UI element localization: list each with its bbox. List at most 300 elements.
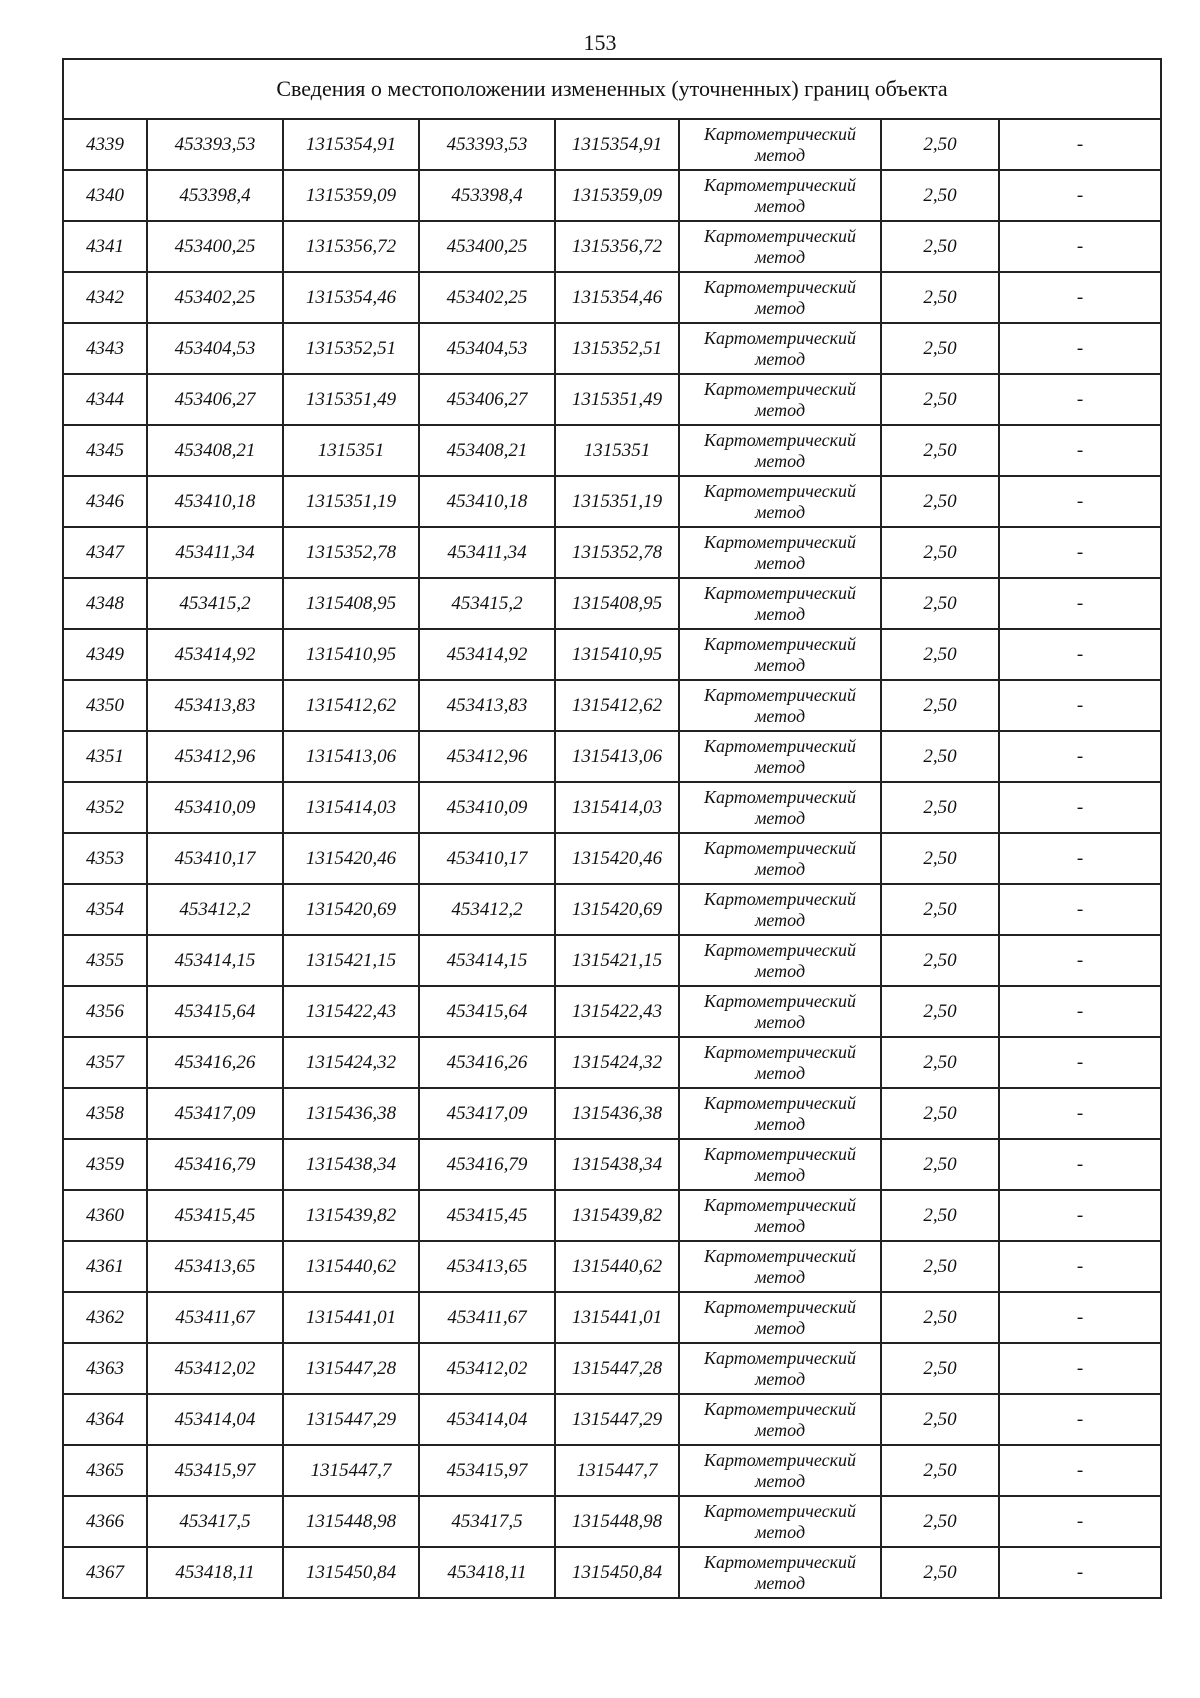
method-line-1: Картометрический: [703, 1194, 856, 1215]
refined-y-cell: 1315420,46: [555, 833, 679, 884]
refined-y-cell: 1315422,43: [555, 986, 679, 1037]
method-line-1: Картометрический: [703, 1398, 856, 1419]
method-cell: [679, 527, 881, 578]
method-cell: [679, 170, 881, 221]
point-number-cell: 4356: [63, 986, 147, 1037]
table-row: [63, 323, 1161, 374]
refined-y-cell: 1315421,15: [555, 935, 679, 986]
table-body: [63, 59, 1161, 1598]
method-cell: [679, 1037, 881, 1088]
refined-y-cell: 1315351: [555, 425, 679, 476]
point-number-cell: 4341: [63, 221, 147, 272]
table-row: [63, 1037, 1161, 1088]
existing-x-cell: 453412,96: [147, 731, 283, 782]
method-line-1: Картометрический: [703, 582, 856, 603]
method-line-1: Картометрический: [703, 1296, 856, 1317]
method-cell: [679, 272, 881, 323]
point-number-cell: 4359: [63, 1139, 147, 1190]
refined-y-cell: 1315354,46: [555, 272, 679, 323]
method-cell: [679, 119, 881, 170]
existing-x-cell: 453418,11: [147, 1547, 283, 1598]
accuracy-cell: 2,50: [881, 1139, 999, 1190]
accuracy-cell: 2,50: [881, 1190, 999, 1241]
table-row: [63, 1292, 1161, 1343]
existing-y-cell: 1315412,62: [283, 680, 419, 731]
accuracy-cell: 2,50: [881, 527, 999, 578]
method-line-1: Картометрический: [703, 531, 856, 552]
existing-y-cell: 1315351,49: [283, 374, 419, 425]
existing-y-cell: 1315410,95: [283, 629, 419, 680]
point-number-cell: 4360: [63, 1190, 147, 1241]
refined-y-cell: 1315441,01: [555, 1292, 679, 1343]
existing-y-cell: 1315447,29: [283, 1394, 419, 1445]
refined-x-cell: 453418,11: [419, 1547, 555, 1598]
existing-x-cell: 453415,64: [147, 986, 283, 1037]
refined-y-cell: 1315414,03: [555, 782, 679, 833]
method-line-1: Картометрический: [703, 1347, 856, 1368]
refined-y-cell: 1315351,19: [555, 476, 679, 527]
method-line-1: Картометрический: [703, 276, 856, 297]
refined-x-cell: 453412,2: [419, 884, 555, 935]
method-cell: [679, 1394, 881, 1445]
method-line-1: Картометрический: [703, 1143, 856, 1164]
refined-y-cell: 1315450,84: [555, 1547, 679, 1598]
refined-x-cell: 453398,4: [419, 170, 555, 221]
existing-x-cell: 453400,25: [147, 221, 283, 272]
point-number-cell: 4350: [63, 680, 147, 731]
refined-y-cell: 1315436,38: [555, 1088, 679, 1139]
method-line-2: метод: [754, 246, 806, 267]
existing-y-cell: 1315413,06: [283, 731, 419, 782]
description-cell: -: [999, 935, 1161, 986]
method-line-2: метод: [754, 1062, 806, 1083]
description-cell: -: [999, 833, 1161, 884]
method-line-1: Картометрический: [703, 1245, 856, 1266]
accuracy-cell: 2,50: [881, 1241, 999, 1292]
refined-x-cell: 453415,97: [419, 1445, 555, 1496]
existing-x-cell: 453411,67: [147, 1292, 283, 1343]
existing-x-cell: 453414,04: [147, 1394, 283, 1445]
description-cell: -: [999, 578, 1161, 629]
method-line-1: Картометрический: [703, 684, 856, 705]
existing-x-cell: 453410,17: [147, 833, 283, 884]
existing-y-cell: 1315424,32: [283, 1037, 419, 1088]
existing-y-cell: 1315440,62: [283, 1241, 419, 1292]
refined-x-cell: 453410,18: [419, 476, 555, 527]
table-row: [63, 833, 1161, 884]
method-line-1: Картометрический: [703, 327, 856, 348]
accuracy-cell: 2,50: [881, 884, 999, 935]
method-line-1: Картометрический: [703, 633, 856, 654]
description-cell: -: [999, 731, 1161, 782]
point-number-cell: 4362: [63, 1292, 147, 1343]
point-number-cell: 4344: [63, 374, 147, 425]
table-row: [63, 527, 1161, 578]
refined-y-cell: 1315354,91: [555, 119, 679, 170]
description-cell: -: [999, 884, 1161, 935]
table-row: [63, 935, 1161, 986]
refined-x-cell: 453400,25: [419, 221, 555, 272]
existing-x-cell: 453414,15: [147, 935, 283, 986]
description-cell: -: [999, 629, 1161, 680]
refined-x-cell: 453406,27: [419, 374, 555, 425]
table-row: [63, 1190, 1161, 1241]
existing-x-cell: 453415,97: [147, 1445, 283, 1496]
method-line-2: метод: [754, 1317, 806, 1338]
existing-x-cell: 453411,34: [147, 527, 283, 578]
existing-x-cell: 453416,26: [147, 1037, 283, 1088]
method-line-2: метод: [754, 1011, 806, 1032]
method-line-1: Картометрический: [703, 1500, 856, 1521]
refined-x-cell: 453411,67: [419, 1292, 555, 1343]
method-cell: [679, 629, 881, 680]
accuracy-cell: 2,50: [881, 986, 999, 1037]
refined-x-cell: 453417,09: [419, 1088, 555, 1139]
existing-x-cell: 453417,5: [147, 1496, 283, 1547]
refined-x-cell: 453417,5: [419, 1496, 555, 1547]
refined-y-cell: 1315352,78: [555, 527, 679, 578]
point-number-cell: 4357: [63, 1037, 147, 1088]
method-line-2: метод: [754, 144, 806, 165]
refined-x-cell: 453415,64: [419, 986, 555, 1037]
method-line-1: Картометрический: [703, 225, 856, 246]
point-number-cell: 4349: [63, 629, 147, 680]
refined-x-cell: 453408,21: [419, 425, 555, 476]
refined-x-cell: 453411,34: [419, 527, 555, 578]
existing-y-cell: 1315354,91: [283, 119, 419, 170]
method-line-2: метод: [754, 297, 806, 318]
refined-x-cell: 453404,53: [419, 323, 555, 374]
existing-y-cell: 1315439,82: [283, 1190, 419, 1241]
accuracy-cell: 2,50: [881, 1496, 999, 1547]
method-line-1: Картометрический: [703, 174, 856, 195]
method-line-2: метод: [754, 858, 806, 879]
table-title: Сведения о местоположении измененных (уточненных) границ объекта: [63, 59, 1161, 119]
point-number-cell: 4366: [63, 1496, 147, 1547]
point-number-cell: 4365: [63, 1445, 147, 1496]
existing-x-cell: 453412,2: [147, 884, 283, 935]
table-row: [63, 680, 1161, 731]
description-cell: -: [999, 170, 1161, 221]
accuracy-cell: 2,50: [881, 119, 999, 170]
existing-x-cell: 453413,83: [147, 680, 283, 731]
method-line-2: метод: [754, 1113, 806, 1134]
accuracy-cell: 2,50: [881, 1088, 999, 1139]
table-row: [63, 374, 1161, 425]
method-cell: [679, 1547, 881, 1598]
description-cell: -: [999, 1139, 1161, 1190]
refined-x-cell: 453416,79: [419, 1139, 555, 1190]
point-number-cell: 4343: [63, 323, 147, 374]
accuracy-cell: 2,50: [881, 1292, 999, 1343]
point-number-cell: 4355: [63, 935, 147, 986]
refined-y-cell: 1315424,32: [555, 1037, 679, 1088]
accuracy-cell: 2,50: [881, 782, 999, 833]
refined-y-cell: 1315447,7: [555, 1445, 679, 1496]
existing-x-cell: 453408,21: [147, 425, 283, 476]
table-row: [63, 782, 1161, 833]
table-row: [63, 1547, 1161, 1598]
method-cell: [679, 782, 881, 833]
existing-y-cell: 1315351: [283, 425, 419, 476]
method-line-2: метод: [754, 1521, 806, 1542]
refined-x-cell: 453402,25: [419, 272, 555, 323]
refined-y-cell: 1315412,62: [555, 680, 679, 731]
existing-y-cell: 1315352,51: [283, 323, 419, 374]
table-row: [63, 1394, 1161, 1445]
table-row: [63, 1445, 1161, 1496]
method-cell: [679, 425, 881, 476]
method-line-1: Картометрический: [703, 429, 856, 450]
method-cell: [679, 731, 881, 782]
existing-x-cell: 453412,02: [147, 1343, 283, 1394]
method-line-1: Картометрический: [703, 939, 856, 960]
refined-x-cell: 453410,09: [419, 782, 555, 833]
method-line-2: метод: [754, 1164, 806, 1185]
accuracy-cell: 2,50: [881, 272, 999, 323]
accuracy-cell: 2,50: [881, 935, 999, 986]
method-line-2: метод: [754, 1215, 806, 1236]
accuracy-cell: 2,50: [881, 833, 999, 884]
existing-y-cell: 1315447,7: [283, 1445, 419, 1496]
method-cell: [679, 680, 881, 731]
method-line-2: метод: [754, 1266, 806, 1287]
accuracy-cell: 2,50: [881, 1547, 999, 1598]
method-line-2: метод: [754, 960, 806, 981]
existing-y-cell: 1315359,09: [283, 170, 419, 221]
coordinates-table: [62, 58, 1162, 1599]
existing-x-cell: 453413,65: [147, 1241, 283, 1292]
description-cell: -: [999, 323, 1161, 374]
point-number-cell: 4351: [63, 731, 147, 782]
method-cell: [679, 221, 881, 272]
method-cell: [679, 476, 881, 527]
method-cell: [679, 1343, 881, 1394]
existing-y-cell: 1315414,03: [283, 782, 419, 833]
table-row: [63, 272, 1161, 323]
description-cell: -: [999, 782, 1161, 833]
description-cell: -: [999, 272, 1161, 323]
refined-y-cell: 1315447,28: [555, 1343, 679, 1394]
table-row: [63, 221, 1161, 272]
point-number-cell: 4353: [63, 833, 147, 884]
method-cell: [679, 1139, 881, 1190]
point-number-cell: 4339: [63, 119, 147, 170]
refined-y-cell: 1315408,95: [555, 578, 679, 629]
refined-y-cell: 1315359,09: [555, 170, 679, 221]
description-cell: -: [999, 1343, 1161, 1394]
method-line-1: Картометрический: [703, 1449, 856, 1470]
method-cell: [679, 578, 881, 629]
existing-y-cell: 1315421,15: [283, 935, 419, 986]
refined-y-cell: 1315356,72: [555, 221, 679, 272]
table-row: [63, 1088, 1161, 1139]
method-line-2: метод: [754, 807, 806, 828]
method-line-2: метод: [754, 909, 806, 930]
accuracy-cell: 2,50: [881, 1394, 999, 1445]
existing-x-cell: 453410,18: [147, 476, 283, 527]
description-cell: -: [999, 527, 1161, 578]
existing-x-cell: 453415,45: [147, 1190, 283, 1241]
refined-y-cell: 1315420,69: [555, 884, 679, 935]
existing-x-cell: 453416,79: [147, 1139, 283, 1190]
description-cell: -: [999, 374, 1161, 425]
description-cell: -: [999, 1292, 1161, 1343]
refined-x-cell: 453416,26: [419, 1037, 555, 1088]
point-number-cell: 4346: [63, 476, 147, 527]
existing-y-cell: 1315420,69: [283, 884, 419, 935]
existing-x-cell: 453398,4: [147, 170, 283, 221]
accuracy-cell: 2,50: [881, 170, 999, 221]
accuracy-cell: 2,50: [881, 323, 999, 374]
existing-x-cell: 453410,09: [147, 782, 283, 833]
description-cell: -: [999, 1496, 1161, 1547]
existing-y-cell: 1315408,95: [283, 578, 419, 629]
description-cell: -: [999, 1241, 1161, 1292]
method-cell: [679, 1292, 881, 1343]
description-cell: -: [999, 1394, 1161, 1445]
accuracy-cell: 2,50: [881, 629, 999, 680]
accuracy-cell: 2,50: [881, 1445, 999, 1496]
method-line-2: метод: [754, 1572, 806, 1593]
description-cell: -: [999, 680, 1161, 731]
method-cell: [679, 1241, 881, 1292]
accuracy-cell: 2,50: [881, 1343, 999, 1394]
table-row: [63, 476, 1161, 527]
refined-y-cell: 1315438,34: [555, 1139, 679, 1190]
existing-y-cell: 1315356,72: [283, 221, 419, 272]
table-row: [63, 986, 1161, 1037]
table-row: [63, 1343, 1161, 1394]
point-number-cell: 4358: [63, 1088, 147, 1139]
refined-y-cell: 1315413,06: [555, 731, 679, 782]
accuracy-cell: 2,50: [881, 425, 999, 476]
accuracy-cell: 2,50: [881, 374, 999, 425]
existing-x-cell: 453415,2: [147, 578, 283, 629]
description-cell: -: [999, 1190, 1161, 1241]
point-number-cell: 4363: [63, 1343, 147, 1394]
method-line-2: метод: [754, 705, 806, 726]
existing-x-cell: 453404,53: [147, 323, 283, 374]
method-line-2: метод: [754, 399, 806, 420]
method-line-1: Картометрический: [703, 888, 856, 909]
table-row: [63, 731, 1161, 782]
refined-y-cell: 1315440,62: [555, 1241, 679, 1292]
table-row: [63, 578, 1161, 629]
accuracy-cell: 2,50: [881, 680, 999, 731]
refined-y-cell: 1315351,49: [555, 374, 679, 425]
existing-y-cell: 1315422,43: [283, 986, 419, 1037]
point-number-cell: 4352: [63, 782, 147, 833]
method-line-1: Картометрический: [703, 1551, 856, 1572]
method-line-1: Картометрический: [703, 480, 856, 501]
method-line-2: метод: [754, 450, 806, 471]
refined-y-cell: 1315352,51: [555, 323, 679, 374]
existing-y-cell: 1315448,98: [283, 1496, 419, 1547]
method-line-2: метод: [754, 756, 806, 777]
refined-x-cell: 453414,04: [419, 1394, 555, 1445]
method-cell: [679, 884, 881, 935]
method-line-1: Картометрический: [703, 123, 856, 144]
existing-y-cell: 1315351,19: [283, 476, 419, 527]
existing-x-cell: 453402,25: [147, 272, 283, 323]
table-row: [63, 884, 1161, 935]
description-cell: -: [999, 425, 1161, 476]
method-line-2: метод: [754, 603, 806, 624]
refined-y-cell: 1315448,98: [555, 1496, 679, 1547]
method-line-1: Картометрический: [703, 1092, 856, 1113]
point-number-cell: 4347: [63, 527, 147, 578]
method-line-2: метод: [754, 552, 806, 573]
method-line-2: метод: [754, 1368, 806, 1389]
point-number-cell: 4354: [63, 884, 147, 935]
accuracy-cell: 2,50: [881, 476, 999, 527]
refined-x-cell: 453414,92: [419, 629, 555, 680]
method-line-2: метод: [754, 654, 806, 675]
description-cell: -: [999, 1037, 1161, 1088]
refined-x-cell: 453393,53: [419, 119, 555, 170]
existing-x-cell: 453393,53: [147, 119, 283, 170]
existing-x-cell: 453414,92: [147, 629, 283, 680]
refined-x-cell: 453412,96: [419, 731, 555, 782]
table-row: [63, 425, 1161, 476]
method-line-2: метод: [754, 348, 806, 369]
point-number-cell: 4367: [63, 1547, 147, 1598]
method-line-1: Картометрический: [703, 990, 856, 1011]
method-line-1: Картометрический: [703, 1041, 856, 1062]
refined-x-cell: 453415,2: [419, 578, 555, 629]
point-number-cell: 4348: [63, 578, 147, 629]
description-cell: -: [999, 1088, 1161, 1139]
method-cell: [679, 833, 881, 884]
accuracy-cell: 2,50: [881, 1037, 999, 1088]
method-cell: [679, 374, 881, 425]
method-cell: [679, 1496, 881, 1547]
method-cell: [679, 323, 881, 374]
method-cell: [679, 1190, 881, 1241]
method-line-2: метод: [754, 195, 806, 216]
existing-y-cell: 1315450,84: [283, 1547, 419, 1598]
description-cell: -: [999, 221, 1161, 272]
method-line-1: Картометрический: [703, 786, 856, 807]
existing-y-cell: 1315447,28: [283, 1343, 419, 1394]
point-number-cell: 4361: [63, 1241, 147, 1292]
refined-x-cell: 453414,15: [419, 935, 555, 986]
method-line-2: метод: [754, 1419, 806, 1440]
table-title-row: [63, 59, 1161, 119]
accuracy-cell: 2,50: [881, 731, 999, 782]
refined-y-cell: 1315439,82: [555, 1190, 679, 1241]
table-row: [63, 1241, 1161, 1292]
table-row: [63, 119, 1161, 170]
description-cell: -: [999, 119, 1161, 170]
accuracy-cell: 2,50: [881, 221, 999, 272]
point-number-cell: 4364: [63, 1394, 147, 1445]
refined-x-cell: 453412,02: [419, 1343, 555, 1394]
existing-x-cell: 453406,27: [147, 374, 283, 425]
table-row: [63, 1139, 1161, 1190]
description-cell: -: [999, 476, 1161, 527]
table-row: [63, 629, 1161, 680]
method-cell: [679, 1445, 881, 1496]
existing-y-cell: 1315436,38: [283, 1088, 419, 1139]
existing-y-cell: 1315352,78: [283, 527, 419, 578]
refined-x-cell: 453415,45: [419, 1190, 555, 1241]
existing-y-cell: 1315354,46: [283, 272, 419, 323]
method-line-1: Картометрический: [703, 378, 856, 399]
existing-y-cell: 1315441,01: [283, 1292, 419, 1343]
refined-y-cell: 1315447,29: [555, 1394, 679, 1445]
